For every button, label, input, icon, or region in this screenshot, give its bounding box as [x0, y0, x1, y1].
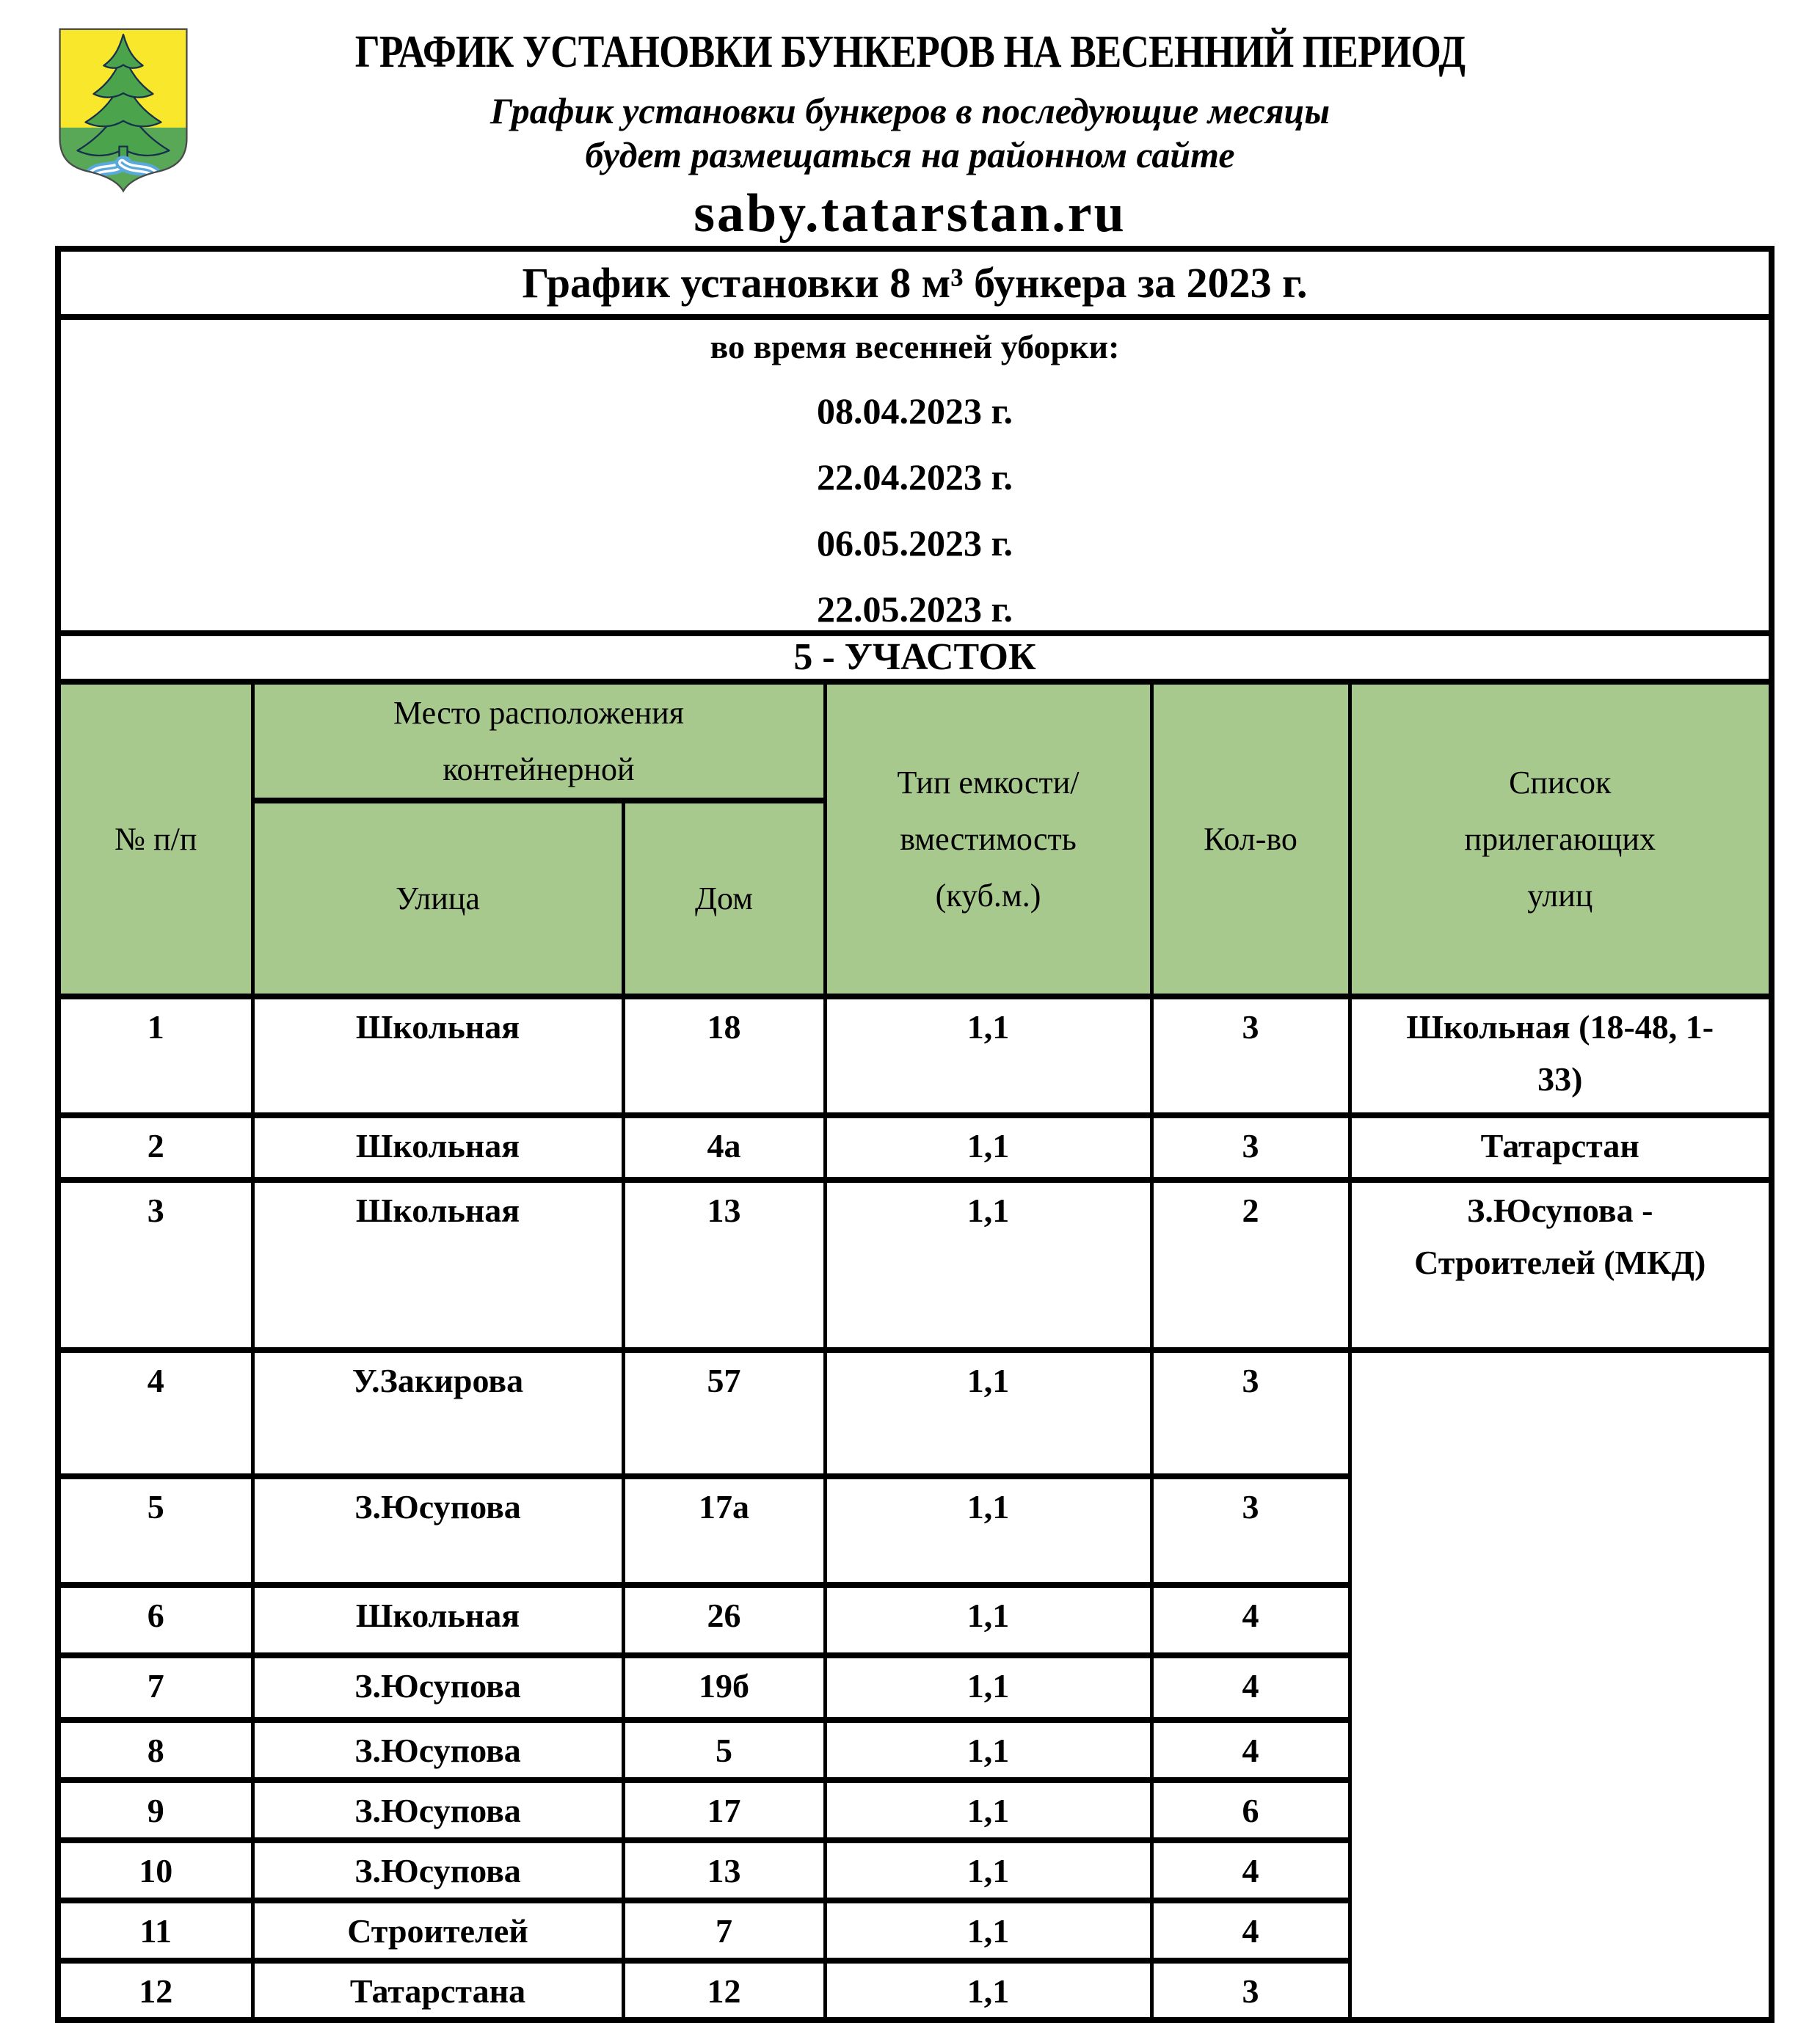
section-row — [58, 633, 1772, 682]
cell-house: 19б — [623, 1655, 825, 1720]
cell-num: 6 — [58, 1585, 252, 1655]
page-title: ГРАФИК УСТАНОВКИ БУНКЕРОВ НА ВЕСЕННИЙ ПЕРИОД — [354, 27, 1466, 77]
cell-num: 10 — [58, 1840, 252, 1900]
cell-num: 9 — [58, 1780, 252, 1840]
table-body — [58, 996, 1772, 2020]
cell-num: 8 — [58, 1720, 252, 1780]
cell-house: 7 — [623, 1900, 825, 1961]
cell-adjacent: Татарстан — [1350, 1115, 1772, 1180]
col-header-adjacent: Список прилегающих улиц — [1350, 682, 1772, 996]
column-header-row-1 — [58, 682, 1772, 801]
cell-street: У.Закирова — [252, 1350, 623, 1476]
cell-qty: 2 — [1151, 1180, 1350, 1350]
cell-qty: 4 — [1151, 1900, 1350, 1961]
schedule-table — [55, 246, 1774, 2023]
cell-qty: 3 — [1151, 996, 1350, 1115]
cell-num: 2 — [58, 1115, 252, 1180]
cell-type: 1,1 — [825, 1780, 1151, 1840]
page-subtitle-line-1: График установки бункеров в последующие месяцы — [489, 90, 1331, 131]
cell-num: 12 — [58, 1961, 252, 2020]
cell-num: 11 — [58, 1900, 252, 1961]
cell-type: 1,1 — [825, 1476, 1151, 1585]
cell-num: 7 — [58, 1655, 252, 1720]
cell-type: 1,1 — [825, 1115, 1151, 1180]
cell-house: 57 — [623, 1350, 825, 1476]
document-header — [0, 0, 1820, 246]
dates-row — [58, 317, 1772, 633]
cell-street: Школьная — [252, 1180, 623, 1350]
cell-type: 1,1 — [825, 1350, 1151, 1476]
section-label: 5 - УЧАСТОК — [58, 633, 1772, 682]
cell-type: 1,1 — [825, 1585, 1151, 1655]
cell-type: 1,1 — [825, 1961, 1151, 2020]
cell-qty: 4 — [1151, 1840, 1350, 1900]
cell-adjacent-merged-empty — [1350, 1350, 1772, 2020]
date-line-1: 08.04.2023 г. — [816, 390, 1013, 431]
cell-adjacent: З.Юсупова - Строителей (МКД) — [1350, 1180, 1772, 1350]
cell-street: З.Юсупова — [252, 1476, 623, 1585]
cell-house: 17 — [623, 1780, 825, 1840]
col-header-type: Тип емкости/ вместимость (куб.м.) — [825, 682, 1151, 996]
dates-cell — [58, 317, 1772, 633]
table-title: График установки 8 м³ бункера за 2023 г. — [58, 249, 1772, 317]
cell-num: 4 — [58, 1350, 252, 1476]
cell-type: 1,1 — [825, 1180, 1151, 1350]
page-subtitle-line-2: будет размещаться на районном сайте — [585, 134, 1235, 175]
cell-adjacent: Школьная (18-48, 1-33) — [1350, 996, 1772, 1115]
cell-num: 1 — [58, 996, 252, 1115]
cell-type: 1,1 — [825, 1900, 1151, 1961]
period-label: во время весенней уборки: — [710, 328, 1120, 365]
cell-house: 12 — [623, 1961, 825, 2020]
date-line-4: 22.05.2023 г. — [816, 588, 1013, 630]
cell-street: Строителей — [252, 1900, 623, 1961]
cell-num: 3 — [58, 1180, 252, 1350]
cell-street: Школьная — [252, 1115, 623, 1180]
col-header-house: Дом — [623, 801, 825, 996]
header-text-block — [0, 0, 1820, 243]
col-header-street: Улица — [252, 801, 623, 996]
table-row — [58, 996, 1772, 1115]
cell-street: З.Юсупова — [252, 1655, 623, 1720]
cell-num: 5 — [58, 1476, 252, 1585]
site-url: saby.tatarstan.ru — [694, 183, 1126, 244]
table-row — [58, 1180, 1772, 1350]
cell-street: Школьная — [252, 996, 623, 1115]
cell-street: З.Юсупова — [252, 1720, 623, 1780]
cell-street: З.Юсупова — [252, 1780, 623, 1840]
cell-qty: 3 — [1151, 1961, 1350, 2020]
cell-qty: 4 — [1151, 1655, 1350, 1720]
cell-qty: 4 — [1151, 1720, 1350, 1780]
cell-qty: 3 — [1151, 1476, 1350, 1585]
cell-house: 4а — [623, 1115, 825, 1180]
col-header-qty: Кол-во — [1151, 682, 1350, 996]
col-header-location-group: Место расположения контейнерной — [252, 682, 825, 801]
cell-street: Татарстана — [252, 1961, 623, 2020]
col-header-num: № п/п — [58, 682, 252, 996]
table-row — [58, 1115, 1772, 1180]
cell-house: 18 — [623, 996, 825, 1115]
cell-house: 13 — [623, 1840, 825, 1900]
cell-type: 1,1 — [825, 1720, 1151, 1780]
cell-type: 1,1 — [825, 1655, 1151, 1720]
date-line-2: 22.04.2023 г. — [816, 456, 1013, 497]
cell-house: 17а — [623, 1476, 825, 1585]
date-line-3: 06.05.2023 г. — [816, 522, 1013, 564]
cell-qty: 3 — [1151, 1115, 1350, 1180]
cell-street: З.Юсупова — [252, 1840, 623, 1900]
table-title-row — [58, 249, 1772, 317]
cell-qty: 4 — [1151, 1585, 1350, 1655]
table-row — [58, 1350, 1772, 1476]
cell-type: 1,1 — [825, 996, 1151, 1115]
cell-house: 13 — [623, 1180, 825, 1350]
cell-type: 1,1 — [825, 1840, 1151, 1900]
cell-house: 26 — [623, 1585, 825, 1655]
cell-qty: 3 — [1151, 1350, 1350, 1476]
cell-qty: 6 — [1151, 1780, 1350, 1840]
cell-street: Школьная — [252, 1585, 623, 1655]
cell-house: 5 — [623, 1720, 825, 1780]
